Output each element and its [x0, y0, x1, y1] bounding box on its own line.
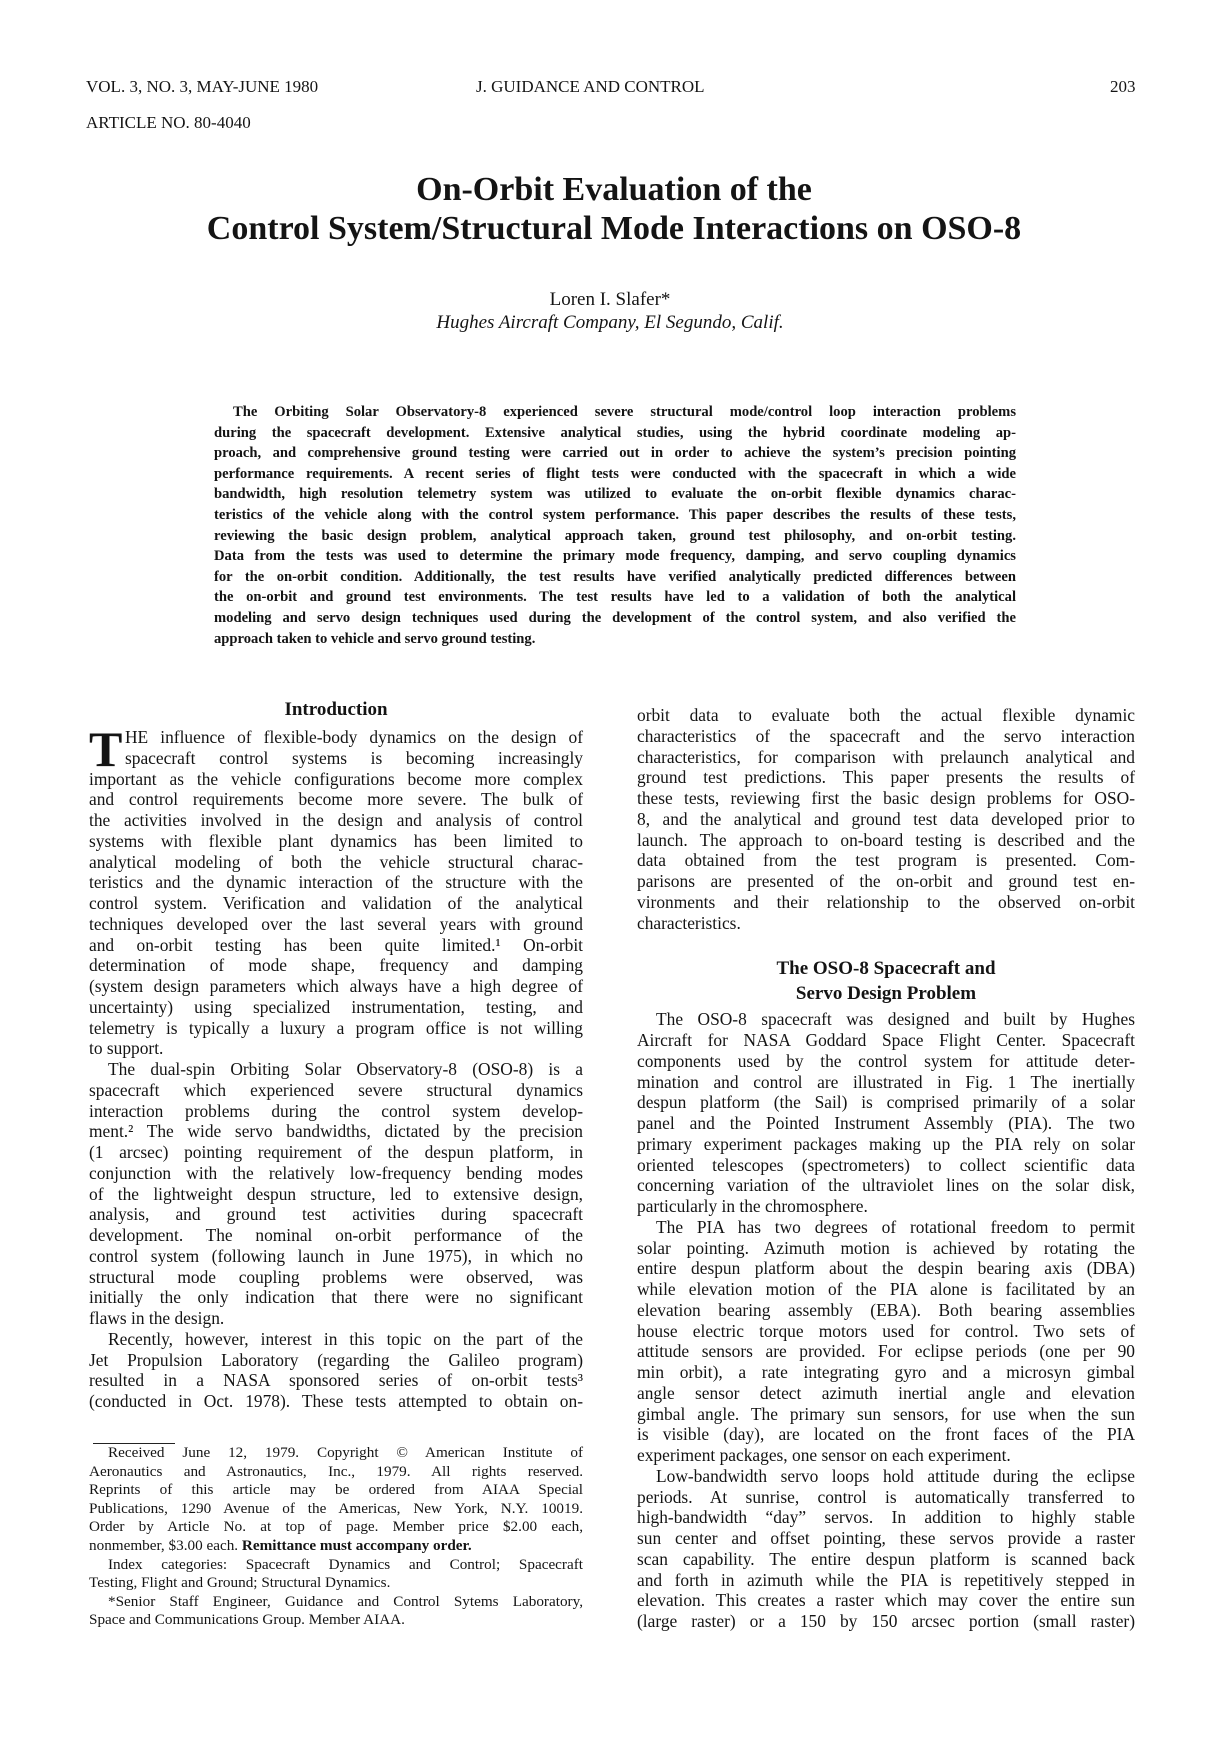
- text-line: (large raster) or a 150 by 150 arcsec portion (small raster): [637, 1611, 1135, 1631]
- text-line: parisons are presented of the on-orbit and ground test en-: [637, 871, 1135, 891]
- text-line: to support.: [89, 1038, 164, 1059]
- text-line: Reprints of this article may be ordered from AIAA Special: [89, 1481, 583, 1499]
- text-line: data obtained from the test program is presented. Com-: [637, 850, 1135, 871]
- text-line: and on-orbit testing has been quite limited.¹ On-orbit: [89, 934, 583, 955]
- text-line: Aeronautics and Astronautics, Inc., 1979. All rights reserved.: [89, 1462, 583, 1480]
- text-line: development. The nominal on-orbit performance of the: [89, 1225, 583, 1245]
- paragraph: [89, 721, 583, 1059]
- text-line: (system design parameters which always have a high degree of: [89, 976, 583, 996]
- paragraph: [89, 1593, 583, 1630]
- text-line: despun platform (the Sail) is comprised primarily of a solar: [637, 1092, 1135, 1113]
- text-line: components used by the control system for attitude deter-: [637, 1050, 1135, 1071]
- text-line: (conducted in Oct. 1978). These tests attempted to obtain on-: [89, 1391, 583, 1411]
- text-line: telemetry is typically a luxury a program office is not willing: [89, 1017, 583, 1038]
- text-line: scan capability. The entire despun platform is scanned back: [637, 1548, 1135, 1569]
- text-line: flaws in the design.: [89, 1308, 225, 1328]
- author-affiliation: Hughes Aircraft Company, El Segundo, Calif.: [436, 312, 784, 333]
- text-line: Order by Article No. at top of page. Member price $2.00 each,: [89, 1518, 583, 1536]
- abstract-line: bandwidth, high resolution telemetry system was utilized to evaluate the on-orbit flexible dynamics charac-: [214, 486, 1016, 503]
- paragraph: [89, 1556, 583, 1593]
- text-line: characteristics.: [637, 912, 741, 933]
- text-line: conjunction with the relatively low-frequency bending modes: [89, 1162, 583, 1183]
- journal-name: J. GUIDANCE AND CONTROL: [476, 77, 705, 96]
- text-line: HE influence of flexible-body dynamics on the design of: [125, 727, 583, 747]
- text-line: concerning variation of the ultraviolet lines on the solar disk,: [637, 1175, 1135, 1196]
- text-line: particularly in the chromosphere.: [637, 1196, 868, 1216]
- text-line: Low-bandwidth servo loops hold attitude during the eclipse: [656, 1465, 1135, 1486]
- text-line: spacecraft control systems is becoming increasingly: [125, 747, 583, 768]
- text-line: and forth in azimuth while the PIA is repetitively stepped in: [637, 1569, 1135, 1590]
- text-line: analysis, and ground test activities during spacecraft: [89, 1204, 583, 1225]
- article-number: ARTICLE NO. 80-4040: [86, 113, 251, 132]
- text-line: control system. Verification and validation of the analytical: [89, 893, 583, 913]
- text-line: Publications, 1290 Avenue of the Americas, New York, N.Y. 10019.: [89, 1499, 583, 1517]
- text-line: Testing, Flight and Ground; Structural Dynamics.: [89, 1574, 391, 1592]
- text-line: the activities involved in the design and analysis of control: [89, 810, 583, 830]
- drop-cap: T: [89, 721, 123, 777]
- text-line: periods. At sunrise, control is automatically transferred to: [637, 1486, 1135, 1507]
- text-line: gimbal angle. The primary sun sensors, for use when the sun: [637, 1403, 1135, 1424]
- text-line: attitude sensors are provided. For eclipse periods (one per 90: [637, 1341, 1135, 1362]
- text-line: min orbit), a rate integrating gyro and a microsyn gimbal: [637, 1362, 1135, 1382]
- text-line: interaction problems during the control system develop-: [89, 1100, 583, 1121]
- text-line: Jet Propulsion Laboratory (regarding the Galileo program): [89, 1349, 583, 1370]
- abstract-line: teristics of the vehicle along with the control system performance. This paper describes the results of these tests,: [214, 506, 1016, 523]
- abstract-line: during the spacecraft development. Extensive analytical studies, using the hybrid coordinate modeling ap-: [214, 424, 1016, 441]
- paragraph: [89, 1329, 583, 1412]
- text-line: solar pointing. Azimuth motion is achieved by rotating the: [637, 1237, 1135, 1258]
- text-line: techniques developed over the last several years with ground: [89, 913, 583, 934]
- text-line: launch. The approach to on-board testing is described and the: [637, 829, 1135, 850]
- text-line: of the lightweight despun structure, led to extensive design,: [89, 1183, 583, 1204]
- text-line: angle sensor detect azimuth inertial angle and elevation: [637, 1382, 1135, 1403]
- section-heading-line: Servo Design Problem: [795, 983, 977, 1005]
- text-line: vironments and their relationship to the observed on-orbit: [637, 891, 1135, 912]
- text-line: experiment packages, one sensor on each experiment.: [637, 1445, 1011, 1465]
- paragraph: [637, 1466, 1135, 1632]
- section-heading-line: The OSO-8 Spacecraft and: [776, 958, 996, 980]
- text-line: sun center and offset pointing, these servos provide a raster: [637, 1528, 1135, 1548]
- section-heading: [89, 700, 583, 720]
- journal-volume-issue: VOL. 3, NO. 3, MAY-JUNE 1980: [86, 77, 319, 96]
- text-line: characteristics, for comparison with prelaunch analytical and: [637, 746, 1135, 767]
- text-line: primary experiment packages making up the PIA rely on solar: [637, 1133, 1135, 1154]
- text-line: orbit data to evaluate both the actual flexible dynamic: [637, 705, 1135, 725]
- text-line: 8, and the analytical and ground test data developed prior to: [637, 808, 1135, 829]
- left-column: [89, 700, 583, 1412]
- abstract-line: modeling and servo design techniques used during the development of the control system, and also verified the: [214, 609, 1016, 626]
- text-segment: nonmember, $3.00 each.: [89, 1536, 242, 1554]
- footnotes: [89, 1444, 583, 1630]
- text-line: determination of mode shape, frequency and damping: [89, 955, 583, 976]
- text-line: teristics and the dynamic interaction of the structure with the: [89, 872, 583, 893]
- text-line: [89, 1537, 583, 1556]
- text-line: (1 arcsec) pointing requirement of the despun platform, in: [89, 1142, 583, 1162]
- text-line: initially the only indication that there were no significant: [89, 1287, 583, 1308]
- text-line: Space and Communications Group. Member AIAA.: [89, 1611, 405, 1629]
- text-line: analytical modeling of both the vehicle structural charac-: [89, 851, 583, 872]
- text-line: oriented telescopes (spectrometers) to collect scientific data: [637, 1154, 1135, 1175]
- text-line: resulted in a NASA sponsored series of on-orbit tests³: [89, 1370, 583, 1391]
- text-line: ground test predictions. This paper presents the results of: [637, 767, 1135, 788]
- page-number: 203: [1110, 77, 1136, 96]
- text-line: characteristics of the spacecraft and the servo interaction: [637, 725, 1135, 746]
- text-line: important as the vehicle configurations become more complex: [89, 768, 583, 789]
- paragraph: [89, 1059, 583, 1329]
- text-line: mination and control are illustrated in Fig. 1 The inertially: [637, 1071, 1135, 1092]
- text-line: house electric torque motors used for control. Two sets of: [637, 1320, 1135, 1341]
- text-line: ment.² The wide servo bandwidths, dictated by the precision: [89, 1121, 583, 1142]
- text-line: and control requirements become more severe. The bulk of: [89, 789, 583, 810]
- paper-title-line-2: Control System/Structural Mode Interactions on OSO-8: [206, 210, 1022, 247]
- text-line: control system (following launch in June 1975), in which no: [89, 1245, 583, 1266]
- abstract-line: proach, and comprehensive ground testing were carried out in order to achieve the system’s precision pointing: [214, 445, 1016, 462]
- text-line: Aircraft for NASA Goddard Space Flight Center. Spacecraft: [637, 1030, 1135, 1050]
- text-line: entire despun platform about the despin bearing axis (DBA): [637, 1258, 1135, 1279]
- text-line: while elevation motion of the PIA alone is facilitated by an: [637, 1279, 1135, 1299]
- section-heading: [637, 956, 1135, 1006]
- abstract-line: performance requirements. A recent series of flight tests were conducted with the spacecraft in which a wide: [214, 465, 1016, 482]
- right-column: [637, 705, 1135, 1632]
- abstract-line: for the on-orbit condition. Additionally, the test results have verified analytically predicted differences between: [214, 568, 1016, 585]
- text-line: systems with flexible plant dynamics has been limited to: [89, 830, 583, 851]
- paragraph: [637, 1217, 1135, 1466]
- abstract-line: approach taken to vehicle and servo ground testing.: [214, 630, 536, 647]
- text-line: elevation bearing assembly (EBA). Both bearing assemblies: [637, 1299, 1135, 1320]
- abstract-line: reviewing the basic design problem, analytical approach taken, ground test philosophy, and on-orbit testing.: [214, 527, 1016, 544]
- text-line: Recently, however, interest in this topic on the part of the: [108, 1328, 583, 1349]
- paper-title-line-1: On-Orbit Evaluation of the: [416, 171, 812, 208]
- text-line: panel and the Pointed Instrument Assembly (PIA). The two: [637, 1113, 1135, 1133]
- text-line: elevation. This creates a raster which may cover the entire sun: [637, 1590, 1135, 1611]
- paragraph: [637, 705, 1135, 933]
- text-line: spacecraft which experienced severe structural dynamics: [89, 1079, 583, 1100]
- text-line: Index categories: Spacecraft Dynamics and Control; Spacecraft: [108, 1555, 583, 1573]
- text-line: The dual-spin Orbiting Solar Observatory-8 (OSO-8) is a: [108, 1059, 583, 1079]
- bold-text: Remittance must accompany order.: [241, 1536, 472, 1554]
- text-line: these tests, reviewing first the basic design problems for OSO-: [637, 788, 1135, 808]
- text-line: is visible (day), are located on the front faces of the PIA: [637, 1424, 1135, 1445]
- abstract-line: The Orbiting Solar Observatory-8 experienced severe structural mode/control loop interaction problems: [233, 404, 1016, 420]
- text-line: uncertainty) using specialized instrumentation, testing, and: [89, 996, 583, 1017]
- text-line: The OSO-8 spacecraft was designed and built by Hughes: [656, 1009, 1135, 1030]
- abstract-line: the on-orbit and ground test environments. The test results have led to a validation of both the analytical: [214, 589, 1016, 606]
- text-line: The PIA has two degrees of rotational freedom to permit: [656, 1216, 1135, 1237]
- text-line: high-bandwidth “day” servos. In addition to highly stable: [637, 1507, 1135, 1528]
- abstract: [214, 402, 1016, 649]
- paragraph: [637, 1009, 1135, 1217]
- section-heading-line: Introduction: [284, 699, 388, 720]
- text-line: Received June 12, 1979. Copyright © American Institute of: [108, 1444, 583, 1461]
- author-name: Loren I. Slafer*: [549, 289, 671, 310]
- paragraph: [89, 1444, 583, 1556]
- abstract-line: Data from the tests was used to determine the primary mode frequency, damping, and servo coupling dynamics: [214, 548, 1016, 565]
- text-line: structural mode coupling problems were observed, was: [89, 1266, 583, 1287]
- text-line: *Senior Staff Engineer, Guidance and Control Sytems Laboratory,: [108, 1592, 583, 1610]
